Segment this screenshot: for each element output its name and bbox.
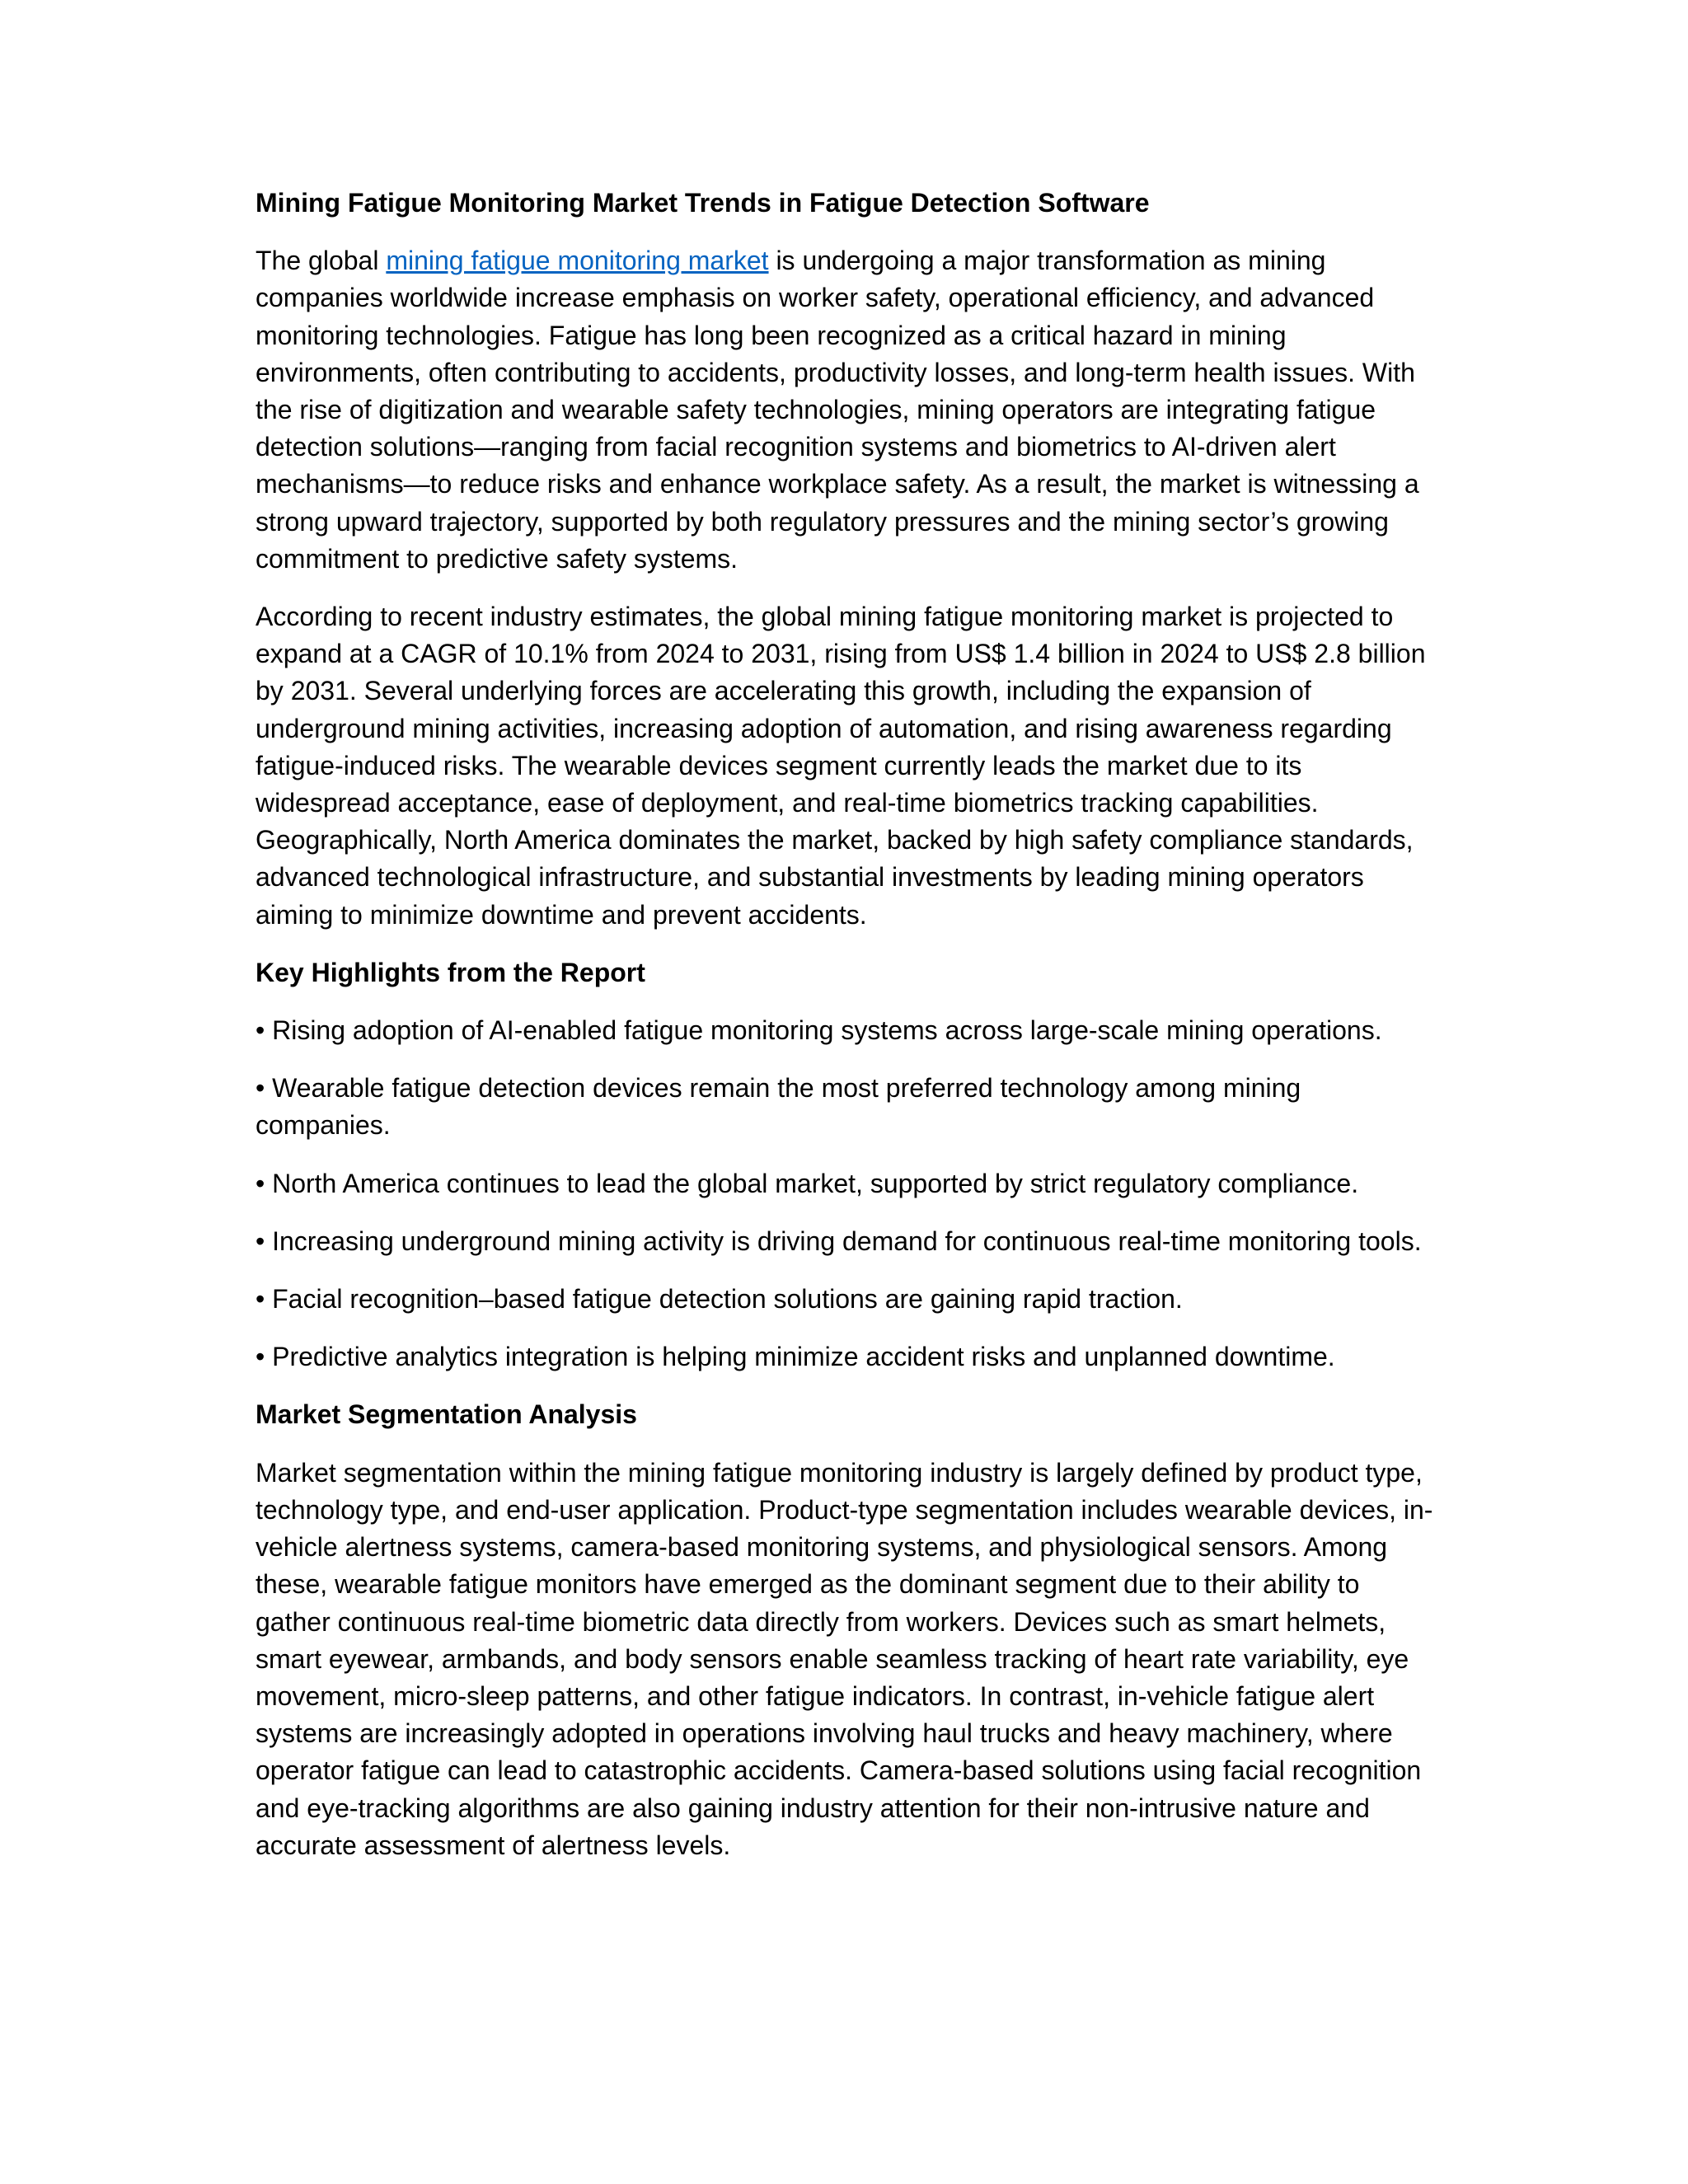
highlight-item — [256, 1165, 1438, 1202]
bullet-icon: • — [256, 1342, 265, 1372]
intro-paragraph — [256, 242, 1438, 578]
highlight-text: Increasing underground mining activity is driving demand for continuous real-time monitoring tools. — [272, 1226, 1422, 1256]
segmentation-paragraph: Market segmentation within the mining fatigue monitoring industry is largely defined by product type, technology type, and end-user application. Product-type segmentation includes wearable devices, in-vehicle alertness systems, camera-based monitoring systems, and physiological sensors. Among these, wearable fatigue monitors have emerged as the dominant segment due to their ability to gather continuous real-time biometric data directly from workers. Devices such as smart helmets, smart eyewear, armbands, and body sensors enable seamless tracking of heart rate variability, eye movement, micro-sleep patterns, and other fatigue indicators. In contrast, in-vehicle fatigue alert systems are increasingly adopted in operations involving haul trucks and heavy machinery, where operator fatigue can lead to catastrophic accidents. Camera-based solutions using facial recognition and eye-tracking algorithms are also gaining industry attention for their non-intrusive nature and accurate assessment of alertness levels. — [256, 1457, 1433, 1860]
bullet-icon: • — [256, 1284, 265, 1315]
highlight-item — [256, 1281, 1438, 1318]
highlight-text: Rising adoption of AI-enabled fatigue monitoring systems across large-scale mining operations. — [272, 1015, 1382, 1046]
highlight-item — [256, 1012, 1438, 1049]
forecast-paragraph: According to recent industry estimates, the global mining fatigue monitoring market is projected to expand at a CAGR of 10.1% from 2024 to 2031, rising from US$ 1.4 billion in 2024 to US$ 2.8 billion by 2031. Several underlying forces are accelerating this growth, including the expansion of underground mining activities, increasing adoption of automation, and rising awareness regarding fatigue-induced risks. The wearable devices segment currently leads the market due to its widespread acceptance, ease of deployment, and real-time biometrics tracking capabilities. Geographically, North America dominates the market, backed by high safety compliance standards, advanced technological infrastructure, and substantial investments by leading mining operators aiming to minimize downtime and prevent accidents. — [256, 602, 1426, 930]
highlight-text: Wearable fatigue detection devices remain the most preferred technology among mining companies. — [256, 1073, 1301, 1141]
highlight-text: North America continues to lead the global market, supported by strict regulatory compliance. — [272, 1168, 1359, 1198]
intro-suffix: is undergoing a major transformation as mining companies worldwide increase emphasis on worker safety, operational efficiency, and advanced monitoring technologies. Fatigue has long been recognized as a critical hazard in mining environments, often contributing to accidents, productivity losses, and long-term health issues. With the rise of digitization and wearable safety technologies, mining operators are integrating fatigue detection solutions—ranging from facial recognition systems and biometrics to AI-driven alert mechanisms—to reduce risks and enhance workplace safety. As a result, the market is witnessing a strong upward trajectory, supported by both regulatory pressures and the mining sector’s growing commitment to predictive safety systems. — [256, 246, 1419, 574]
bullet-icon: • — [256, 1226, 265, 1256]
highlight-text: Facial recognition–based fatigue detection solutions are gaining rapid traction. — [272, 1284, 1183, 1315]
bullet-icon: • — [256, 1168, 265, 1198]
highlight-item — [256, 1223, 1438, 1260]
intro-prefix: The global — [256, 246, 387, 276]
highlight-text: Predictive analytics integration is helping minimize accident risks and unplanned downtime. — [272, 1342, 1335, 1372]
bullet-icon: • — [256, 1015, 265, 1046]
market-link[interactable]: mining fatigue monitoring market — [386, 246, 769, 276]
document-page — [256, 185, 1438, 1885]
highlight-item — [256, 1338, 1438, 1376]
bullet-icon: • — [256, 1073, 265, 1104]
segmentation-heading: Market Segmentation Analysis — [256, 1399, 637, 1430]
highlights-heading: Key Highlights from the Report — [256, 957, 645, 987]
document-title: Mining Fatigue Monitoring Market Trends in Fatigue Detection Software — [256, 188, 1150, 218]
highlight-item — [256, 1070, 1438, 1144]
